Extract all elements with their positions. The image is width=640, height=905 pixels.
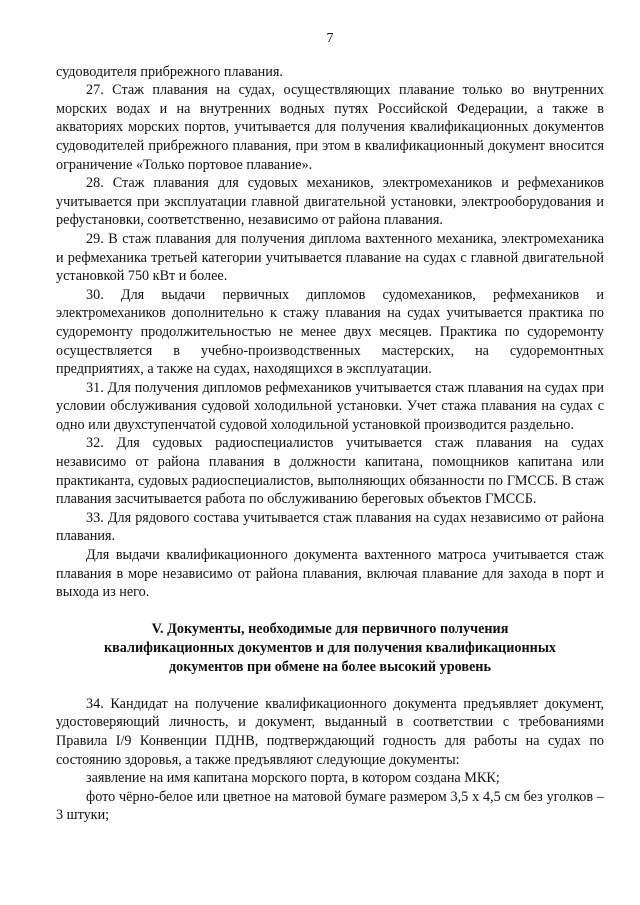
paragraph-31: 31. Для получения дипломов рефмехаников учитывается стаж плавания на судах при условии обслуживания судовой холодильной установки. Учет стажа плавания на судах с одно или двухступенчатой судовой холодильной установкой производится раздельно. <box>56 379 604 433</box>
list-item-application: заявление на имя капитана морского порта, в котором создана МКК; <box>86 770 500 787</box>
paragraph-continuation: судоводителя прибрежного плавания. <box>56 63 283 80</box>
paragraph-32: 32. Для судовых радиоспециалистов учитывается стаж плавания на судах независимо от района плавания в должности капитана, помощников капитана или практиканта, судовых радиоспециалистов, выполняющих обязанности по ГМССБ. В стаж плавания засчитывается работа по обслуживанию береговых объектов ГМССБ. <box>56 435 604 508</box>
paragraph-29: 29. В стаж плавания для получения диплома вахтенного механика, электромеханика и рефмеханика третьей категории учитывается плавание на судах с главной двигательной установкой 750 кВт и более. <box>56 230 604 285</box>
section-heading-line-3: документов при обмене на более высокий уровень <box>169 658 491 675</box>
list-item-photo: фото чёрно-белое или цветное на матовой бумаге размером 3,5 х 4,5 см без уголков – 3 штуки; <box>56 788 604 824</box>
section-heading <box>56 620 604 677</box>
paragraph-27: 27. Стаж плавания на судах, осуществляющих плавание только во внутренних морских водах и на внутренних водных путях Российской Федерации, а также в акваториях морских портов, учитывается для получения квалификационных документов судоводителей прибрежного плавания, при этом в квалификационный документ вносится ограничение «Только портовое плавание». <box>56 82 604 173</box>
paragraphs-after <box>56 695 604 825</box>
section-heading-line-2: квалификационных документов и для получения квалификационных <box>103 639 557 656</box>
paragraph-28: 28. Стаж плавания для судовых механиков, электромехаников и рефмехаников учитывается при эксплуатации главной двигательной установки, электрооборудования и рефустановки, соответственно, независимо от района плавания. <box>56 175 604 229</box>
paragraphs-before <box>56 63 604 602</box>
section-heading-line-1: V. Документы, необходимые для первичного получения <box>151 620 509 637</box>
paragraph-33: 33. Для рядового состава учитывается стаж плавания на судах независимо от района плавания. <box>56 509 604 545</box>
paragraph-34: 34. Кандидат на получение квалификационного документа предъявляет документ, удостоверяющий личность, и документ, выданный в соответствии с требованиями Правила I/9 Конвенции ПДНВ, подтверждающий годность для работы на судах по состоянию здоровья, а также предъявляют следующие документы: <box>56 695 604 768</box>
paragraph-30: 30. Для выдачи первичных дипломов судомехаников, рефмехаников и электромехаников дополнительно к стажу плавания на судах учитывается практика по судоремонту продолжительностью не менее двух месяцев. Практика по судоремонту осуществляется в учебно-производственных мастерских, на судоремонтных предприятиях, а также на судах, находящихся в эксплуатации. <box>56 286 604 378</box>
paragraph-33-watch-sailor: Для выдачи квалификационного документа вахтенного матроса учитывается стаж плавания в море независимо от района плавания, включая плавание для захода в порт и выхода из него. <box>56 547 604 601</box>
page-number: 7 <box>326 31 334 46</box>
